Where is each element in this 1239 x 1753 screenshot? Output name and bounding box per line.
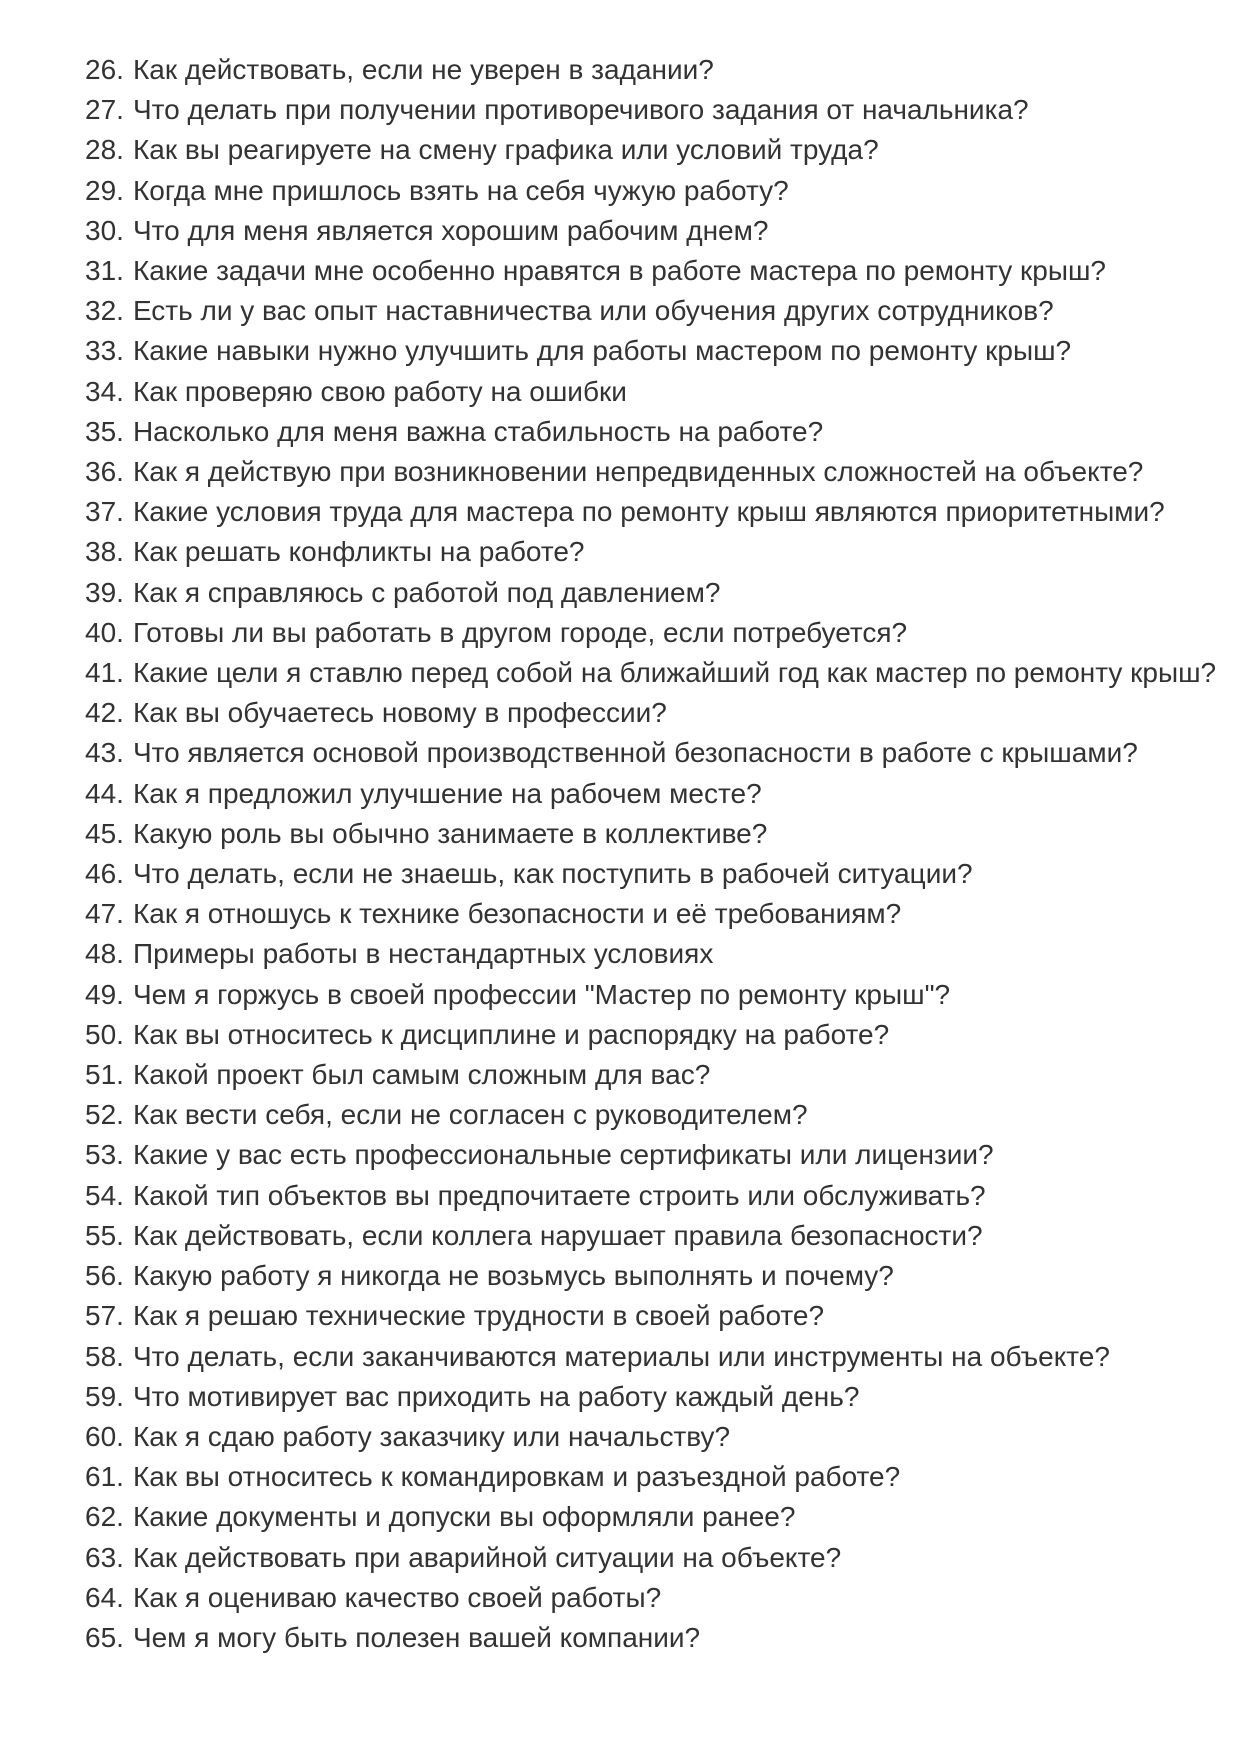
question-text: Готовы ли вы работать в другом городе, если потребуется? [132,616,908,648]
question-number: 63. [85,1541,124,1573]
question-text: Чем я могу быть полезен вашей компании? [132,1621,701,1653]
question-text: Как действовать, если коллега нарушает правила безопасности? [132,1219,983,1251]
question-number: 34. [85,375,124,407]
question-number: 30. [85,214,124,246]
question-text: Какие навыки нужно улучшить для работы мастером по ремонту крыш? [132,335,1072,367]
question-item [85,251,1209,291]
question-item [85,573,1209,613]
question-text: Какой тип объектов вы предпочитаете строить или обслуживать? [132,1179,986,1211]
question-text: Когда мне пришлось взять на себя чужую работу? [132,174,789,206]
question-item [85,291,1209,331]
question-item [85,532,1209,572]
question-number: 50. [85,1018,124,1050]
question-item [85,693,1209,733]
question-number: 33. [85,335,124,367]
question-number: 49. [85,978,124,1010]
question-item [85,1417,1209,1457]
question-text: Какие условия труда для мастера по ремонту крыш являются приоритетными? [132,496,1165,528]
question-list [85,50,1217,1658]
question-number: 52. [85,1099,124,1131]
question-item [85,1296,1209,1336]
question-number: 35. [85,415,124,447]
question-item [85,1337,1209,1377]
question-text: Какую работу я никогда не возьмусь выполнять и почему? [132,1260,894,1292]
question-text: Как вести себя, если не согласен с руководителем? [132,1099,808,1131]
question-item [85,975,1209,1015]
question-number: 32. [85,295,124,327]
question-number: 45. [85,817,124,849]
question-number: 48. [85,938,124,970]
question-item [85,733,1209,773]
question-number: 37. [85,496,124,528]
question-number: 47. [85,898,124,930]
question-item [85,1618,1209,1658]
question-number: 44. [85,777,124,809]
question-number: 56. [85,1260,124,1292]
question-text: Как я справляюсь с работой под давлением? [132,576,721,608]
question-number: 58. [85,1340,124,1372]
question-number: 61. [85,1461,124,1493]
question-item [85,452,1209,492]
question-item [85,1578,1209,1618]
question-text: Как вы реагируете на смену графика или условий труда? [132,134,879,166]
question-number: 57. [85,1300,124,1332]
question-item [85,171,1209,211]
question-number: 41. [85,657,124,689]
question-item [85,1055,1209,1095]
question-text: Как решать конфликты на работе? [132,536,585,568]
question-item [85,774,1209,814]
question-number: 54. [85,1179,124,1211]
question-text: Как действовать, если не уверен в задании? [132,54,714,85]
question-number: 29. [85,174,124,206]
question-item [85,1457,1209,1497]
question-text: Как вы обучаетесь новому в профессии? [132,697,667,729]
question-number: 27. [85,94,124,126]
question-text: Чем я горжусь в своей профессии "Мастер по ремонту крыш"? [132,978,951,1010]
question-text: Какой проект был самым сложным для вас? [132,1059,711,1091]
question-item [85,814,1209,854]
question-item [85,613,1209,653]
question-text: Как вы относитесь к командировкам и разъездной работе? [132,1461,901,1493]
question-number: 62. [85,1501,124,1533]
question-item [85,90,1209,130]
question-text: Что делать, если не знаешь, как поступить в рабочей ситуации? [132,858,973,890]
question-number: 65. [85,1621,124,1653]
question-item [85,1497,1209,1537]
question-text: Как я сдаю работу заказчику или начальству? [132,1420,731,1452]
question-item [85,372,1209,412]
question-text: Как действовать при аварийной ситуации на объекте? [132,1541,842,1573]
question-text: Какую роль вы обычно занимаете в коллективе? [132,817,768,849]
question-item [85,894,1209,934]
question-number: 42. [85,697,124,729]
question-item [85,50,1209,90]
question-item [85,653,1217,693]
question-item [85,934,1209,974]
question-item [85,1377,1209,1417]
question-item [85,331,1209,371]
question-number: 31. [85,255,124,287]
question-item [85,1256,1209,1296]
question-item [85,130,1209,170]
question-text: Что для меня является хорошим рабочим днем? [132,214,769,246]
question-text: Что делать при получении противоречивого задания от начальника? [132,94,1029,126]
question-number: 38. [85,536,124,568]
question-number: 39. [85,576,124,608]
question-text: Что мотивирует вас приходить на работу каждый день? [132,1380,860,1412]
question-text: Что делать, если заканчиваются материалы или инструменты на объекте? [132,1340,1110,1372]
question-number: 59. [85,1380,124,1412]
question-text: Как я решаю технические трудности в своей работе? [132,1300,825,1332]
question-number: 43. [85,737,124,769]
question-text: Какие цели я ставлю перед собой на ближайший год как мастер по ремонту крыш? [132,657,1217,689]
question-number: 51. [85,1059,124,1091]
question-number: 64. [85,1581,124,1613]
question-text: Есть ли у вас опыт наставничества или обучения других сотрудников? [132,295,1054,327]
question-item [85,1015,1209,1055]
question-item [85,492,1209,532]
question-number: 53. [85,1139,124,1171]
question-number: 28. [85,134,124,166]
question-item [85,1216,1209,1256]
question-number: 60. [85,1420,124,1452]
question-item [85,1135,1209,1175]
question-item [85,412,1209,452]
question-item [85,1176,1209,1216]
question-number: 46. [85,858,124,890]
question-text: Насколько для меня важна стабильность на работе? [132,415,824,447]
question-number: 55. [85,1219,124,1251]
question-text: Как я предложил улучшение на рабочем месте? [132,777,762,809]
question-item [85,1095,1209,1135]
question-text: Что является основой производственной безопасности в работе с крышами? [132,737,1138,769]
question-text: Как я отношусь к технике безопасности и её требованиям? [132,898,902,930]
question-text: Как вы относитесь к дисциплине и распорядку на работе? [132,1018,890,1050]
question-text: Как я оцениваю качество своей работы? [132,1581,662,1613]
question-text: Примеры работы в нестандартных условиях [132,938,714,970]
question-text: Какие задачи мне особенно нравятся в работе мастера по ремонту крыш? [132,255,1106,287]
question-item [85,854,1209,894]
question-text: Как я действую при возникновении непредвиденных сложностей на объекте? [132,456,1144,488]
question-item [85,1538,1209,1578]
question-text: Какие документы и допуски вы оформляли ранее? [132,1501,796,1533]
question-text: Как проверяю свою работу на ошибки [132,375,627,407]
question-number: 26. [85,54,124,85]
question-number: 40. [85,616,124,648]
question-number: 36. [85,456,124,488]
question-item [85,211,1209,251]
question-text: Какие у вас есть профессиональные сертификаты или лицензии? [132,1139,994,1171]
